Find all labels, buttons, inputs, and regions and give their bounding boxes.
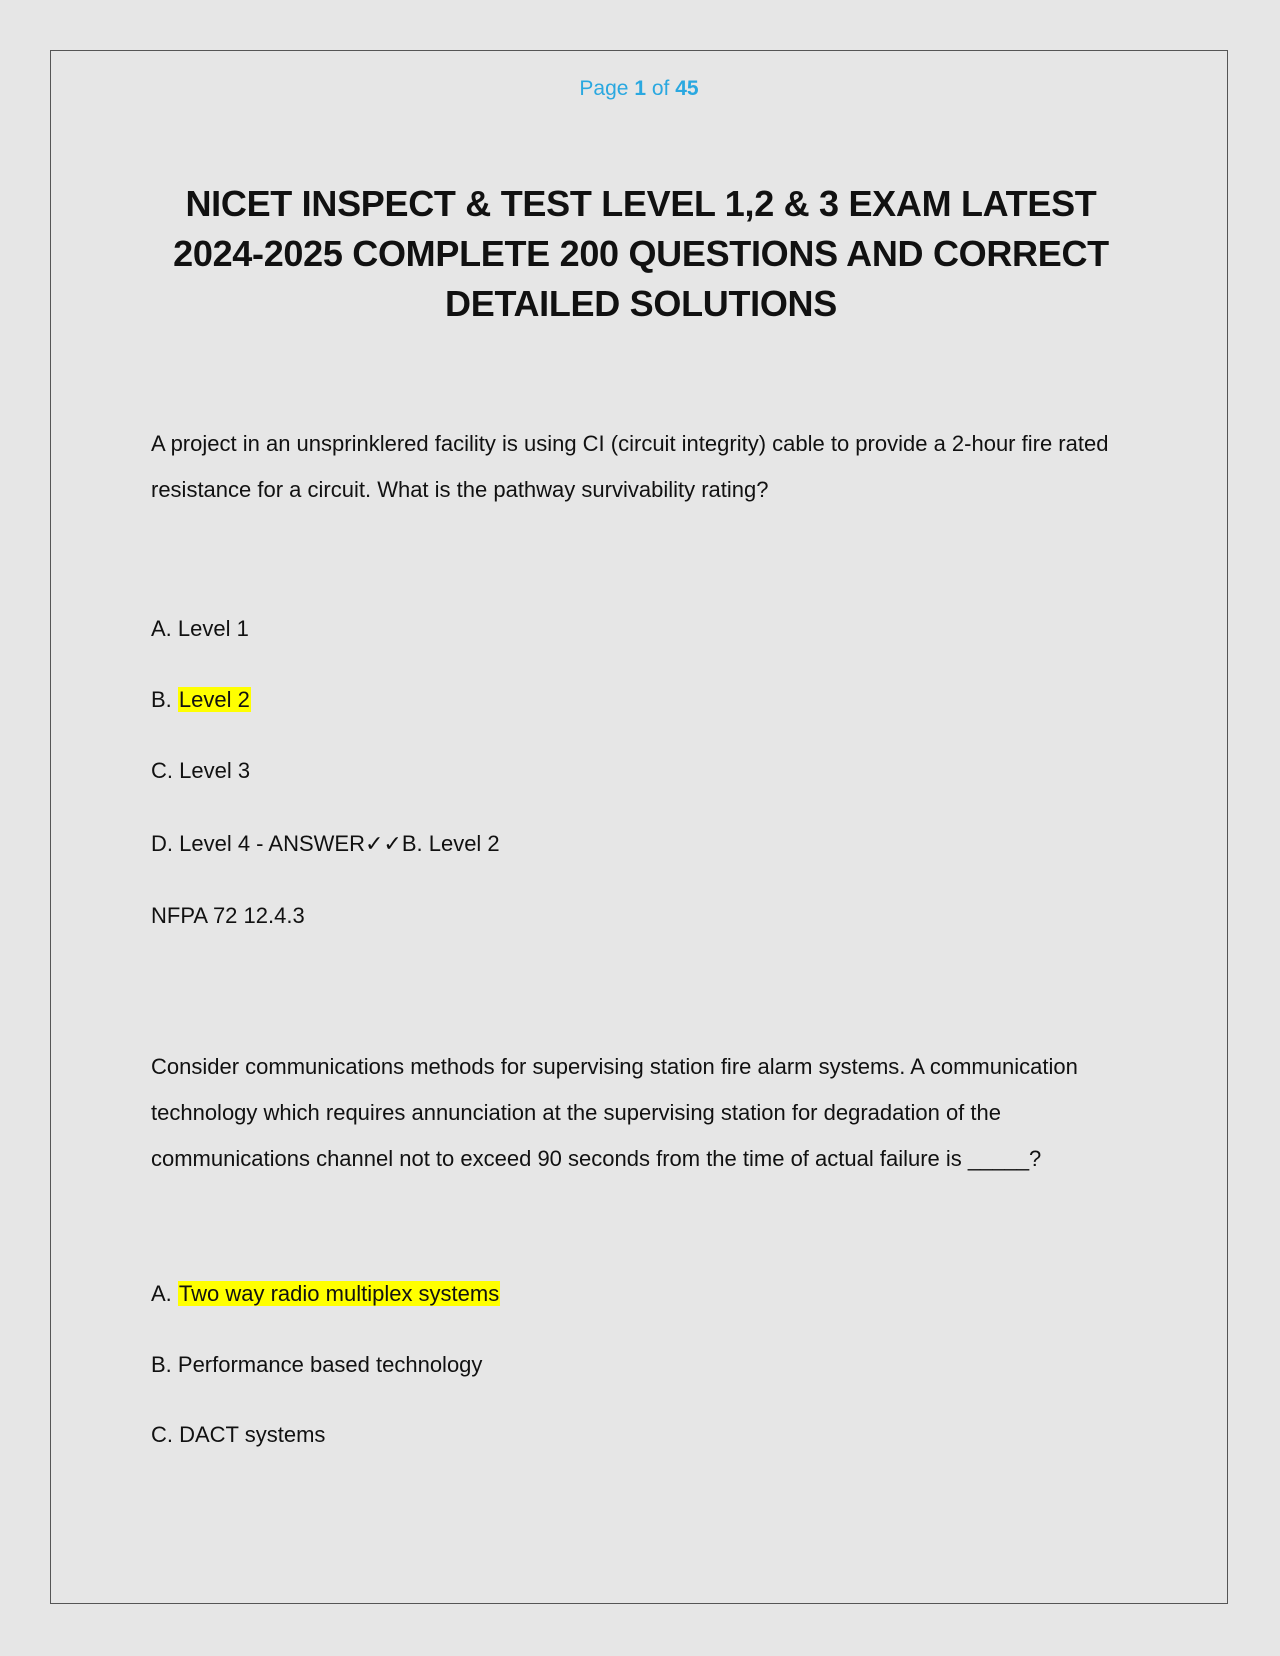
q1-option-b-highlight: Level 2 — [178, 687, 250, 712]
question-1 — [151, 421, 1151, 513]
q1-reference: NFPA 72 12.4.3 — [151, 903, 305, 928]
question-2 — [151, 1044, 1151, 1182]
q1-option-a: A. Level 1 — [151, 616, 249, 641]
q2-option-a-prefix: A. — [151, 1281, 178, 1306]
q1-option-b — [151, 687, 251, 713]
q2-option-a — [151, 1281, 500, 1307]
page-label: Page — [579, 77, 629, 100]
q2-option-b: B. Performance based technology — [151, 1352, 483, 1377]
q1-option-d-answer: D. Level 4 - ANSWER✓✓B. Level 2 — [151, 831, 500, 856]
question-1-text: A project in an unsprinklered facility is using CI (circuit integrity) cable to provide a 2-hour fire rated resistance for a circuit. What is the pathway survivability rating? — [151, 431, 1109, 502]
q2-option-c: C. DACT systems — [151, 1422, 326, 1447]
q1-option-b-prefix: B. — [151, 687, 178, 712]
page-current: 1 — [634, 77, 646, 100]
page-of: of — [651, 77, 670, 100]
document-title: NICET INSPECT & TEST LEVEL 1,2 & 3 EXAM LATEST 2024-2025 COMPLETE 200 QUESTIONS AND CORRECT DETAILED SOLUTIONS — [173, 183, 1109, 324]
question-2-text: Consider communications methods for supervising station fire alarm systems. A communication technology which requires annunciation at the supervising station for degradation of the communications channel not to exceed 90 seconds from the time of actual failure is _____? — [151, 1054, 1078, 1171]
document-page — [50, 50, 1228, 1604]
page-total: 45 — [675, 77, 699, 100]
page-number-header — [51, 77, 1227, 101]
q2-option-a-highlight: Two way radio multiplex systems — [178, 1281, 500, 1306]
q1-option-c: C. Level 3 — [151, 758, 251, 783]
